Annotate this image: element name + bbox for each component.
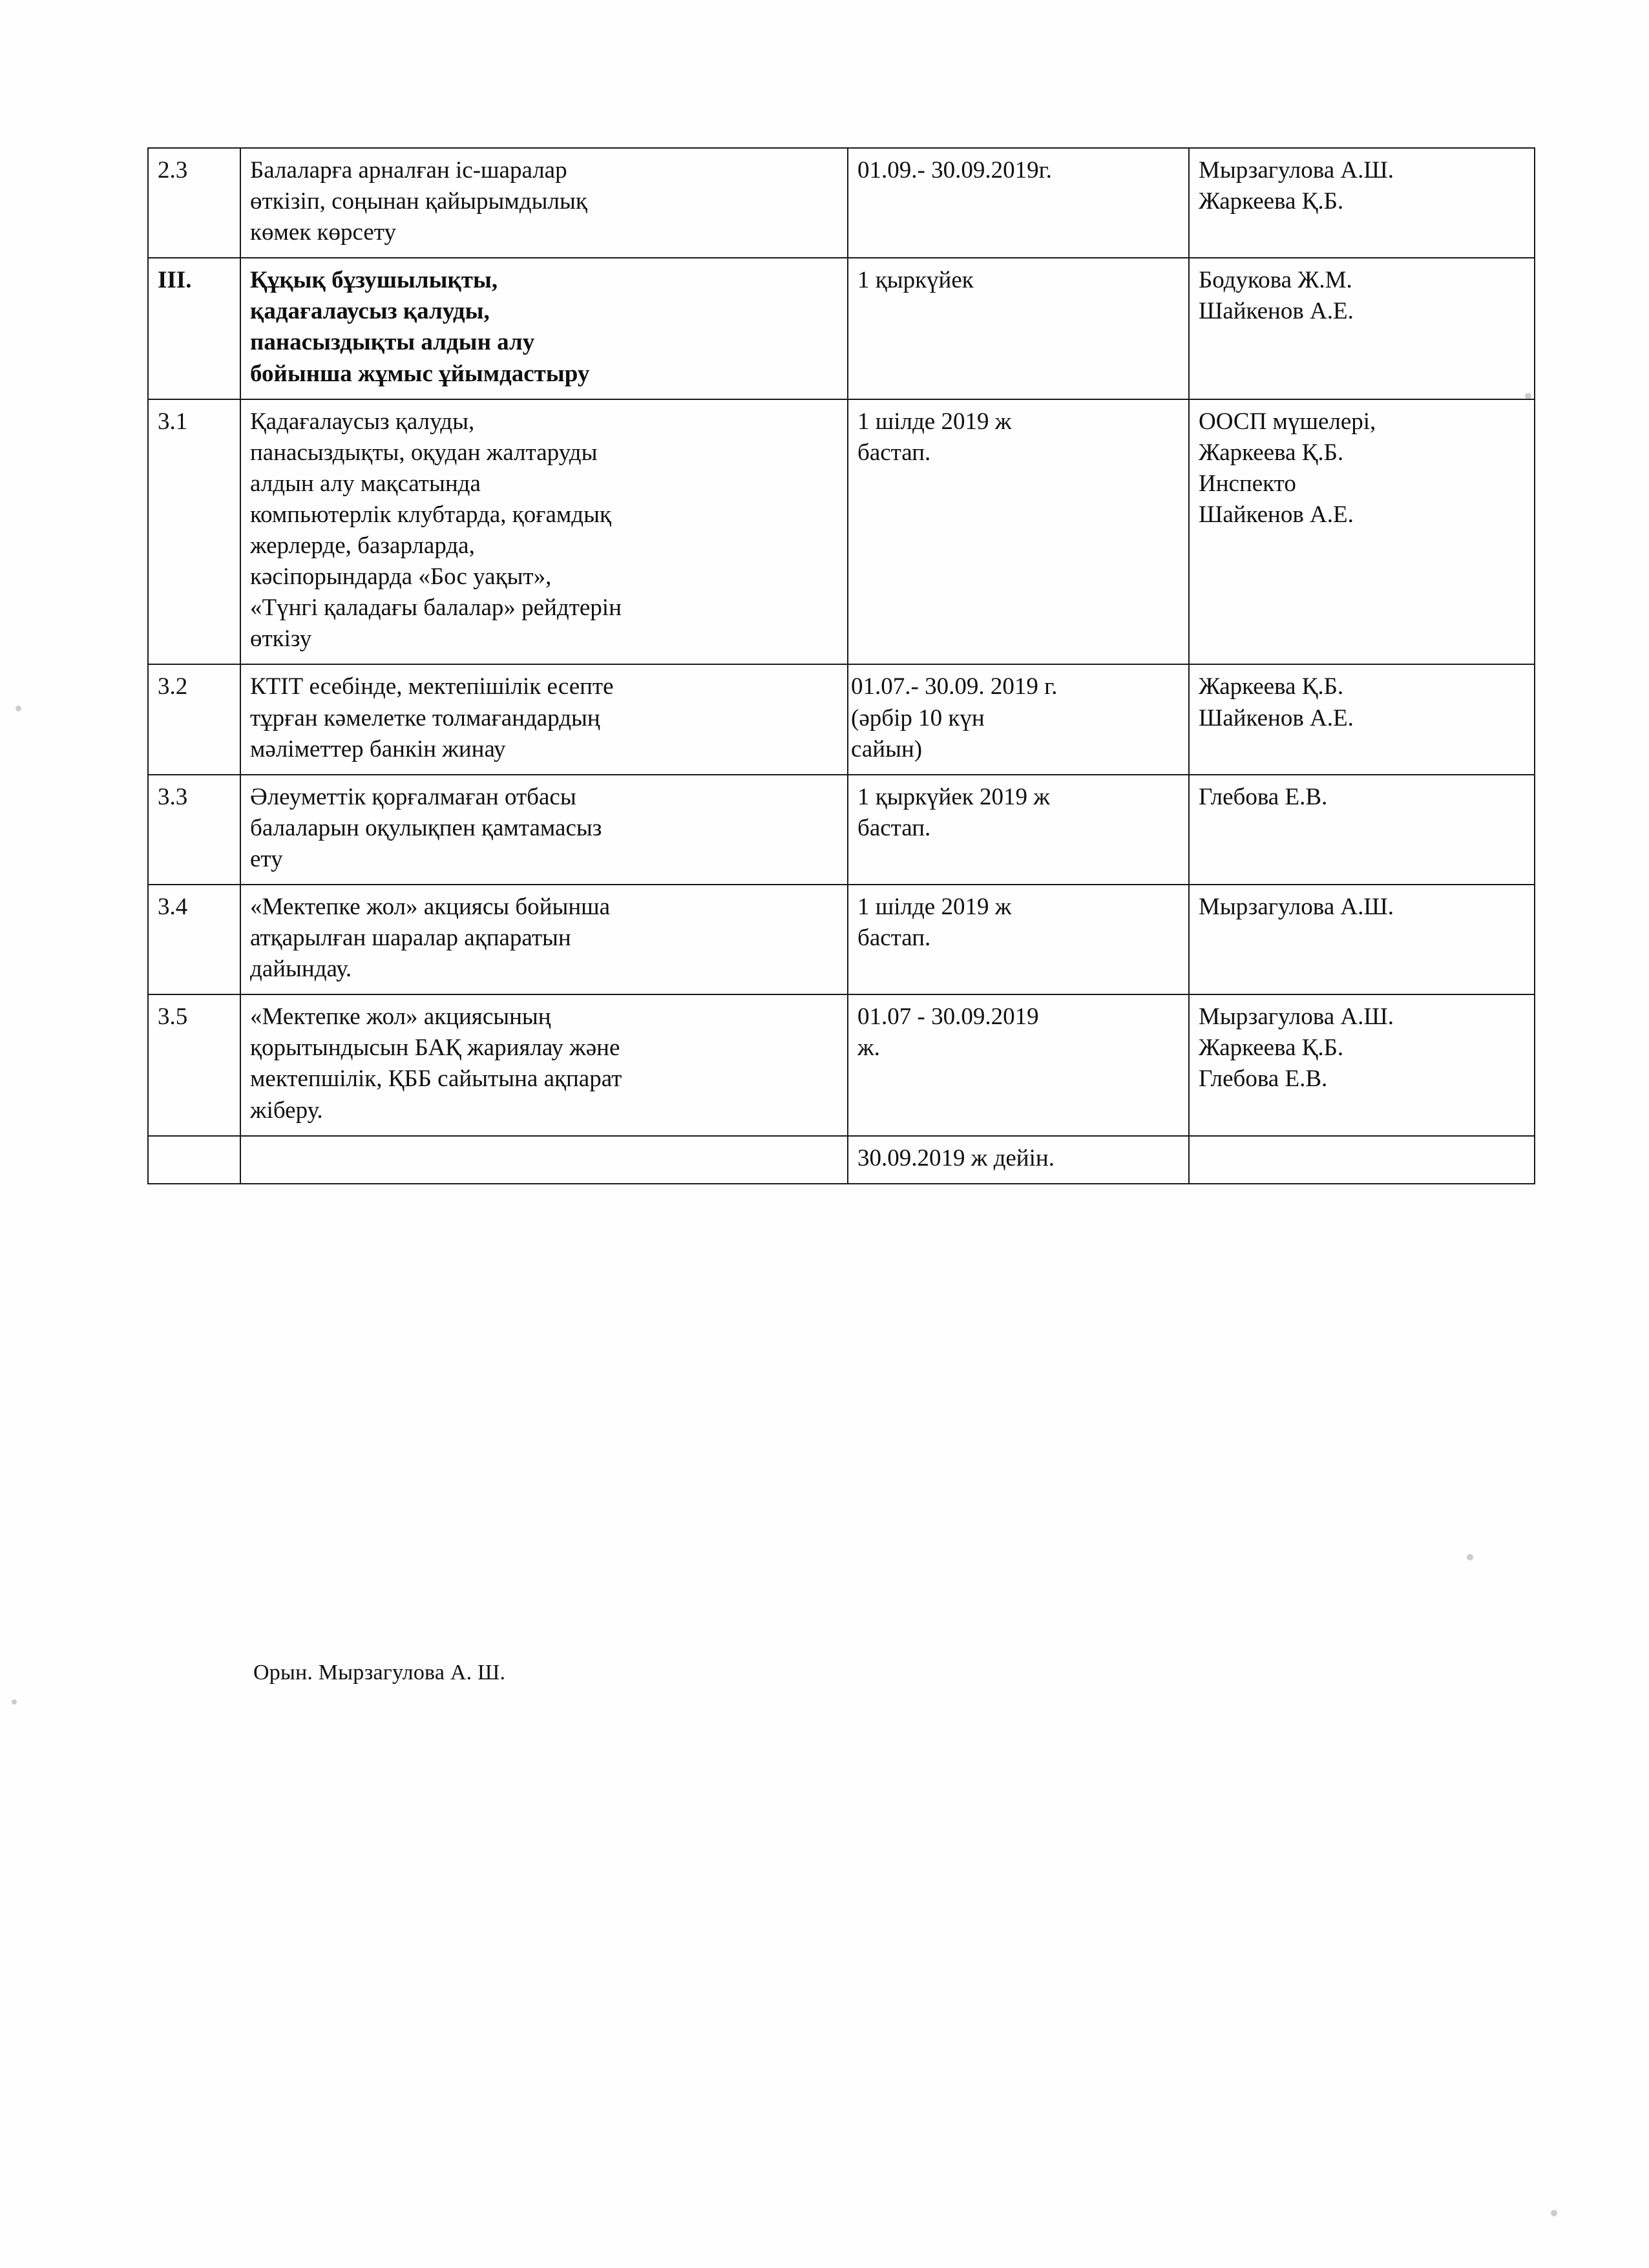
activity-line: алдын алу мақсатында xyxy=(250,470,481,497)
date-line: (әрбір 10 күн xyxy=(851,704,985,731)
row-number: 3.1 xyxy=(148,399,240,665)
responsible-line: Бодукова Ж.М. xyxy=(1199,267,1352,294)
footer-note: Орын. Мырзагулова А. Ш. xyxy=(253,1661,506,1685)
responsible-line: Жаркеева Қ.Б. xyxy=(1199,188,1344,215)
row-number: 3.5 xyxy=(148,994,240,1135)
row-date xyxy=(848,1136,1189,1184)
table-row-section-heading xyxy=(148,258,1535,399)
responsible-line: Жаркеева Қ.Б. xyxy=(1199,1034,1344,1062)
activity-line: қорытындысын БАҚ жариялау және xyxy=(250,1034,620,1062)
row-activity xyxy=(240,885,848,994)
responsible-line: Жаркеева Қ.Б. xyxy=(1199,673,1344,700)
row-responsible xyxy=(1189,258,1535,399)
row-activity xyxy=(240,1136,848,1184)
scan-speck xyxy=(12,1699,17,1705)
responsible-line: Инспекто xyxy=(1199,470,1296,497)
date-line: 1 шілде 2019 ж xyxy=(857,893,1012,920)
responsible-line: Мырзагулова А.Ш. xyxy=(1199,893,1394,920)
row-number: 3.2 xyxy=(148,664,240,774)
responsible-line: Мырзагулова А.Ш. xyxy=(1199,1003,1394,1031)
activity-line: бойынша жұмыс ұйымдастыру xyxy=(250,360,590,387)
row-date xyxy=(848,994,1189,1135)
table-row xyxy=(148,885,1535,994)
row-date xyxy=(848,885,1189,994)
row-activity xyxy=(240,664,848,774)
responsible-line: Мырзагулова А.Ш. xyxy=(1199,157,1394,184)
activity-line: дайындау. xyxy=(250,956,352,983)
activity-line: панасыздықты алдын алу xyxy=(250,329,535,356)
activity-line: өткізу xyxy=(250,625,312,653)
activity-line: КТІТ есебінде, мектепішілік есепте xyxy=(250,673,614,700)
table-row xyxy=(148,664,1535,774)
date-line: бастап. xyxy=(857,439,931,466)
row-date xyxy=(848,399,1189,665)
date-line: сайын) xyxy=(851,735,923,762)
activity-line: мәліметтер банкін жинау xyxy=(250,735,506,762)
date-line: 01.09.- 30.09.2019г. xyxy=(857,157,1052,184)
row-responsible xyxy=(1189,1136,1535,1184)
row-number: III. xyxy=(148,258,240,399)
table-body xyxy=(148,148,1535,1184)
date-line: 1 қыркүйек 2019 ж xyxy=(857,783,1050,810)
row-activity xyxy=(240,399,848,665)
activity-line: компьютерлік клубтарда, қоғамдық xyxy=(250,501,611,528)
activity-line: кәсіпорындарда «Бос уақыт», xyxy=(250,563,552,591)
date-line: бастап. xyxy=(857,925,931,952)
responsible-line: Глебова Е.В. xyxy=(1199,1066,1328,1093)
responsible-line: ООСП мүшелері, xyxy=(1199,408,1376,435)
row-date xyxy=(848,258,1189,399)
row-date xyxy=(848,664,1189,774)
activity-line: панасыздықты, оқудан жалтаруды xyxy=(250,439,598,466)
row-activity xyxy=(240,775,848,885)
scan-speck xyxy=(16,706,21,711)
scan-speck xyxy=(1467,1554,1473,1560)
row-number xyxy=(148,1136,240,1184)
row-responsible xyxy=(1189,885,1535,994)
activity-line: мектепшілік, ҚББ сайытына ақпарат xyxy=(250,1066,622,1093)
activity-line: көмек көрсету xyxy=(250,219,396,246)
scan-speck xyxy=(1551,2210,1557,2216)
table-row xyxy=(148,399,1535,665)
table-row xyxy=(148,775,1535,885)
date-line: 01.07.- 30.09. 2019 г. xyxy=(851,673,1058,700)
responsible-line: Шайкенов А.Е. xyxy=(1199,501,1354,528)
date-line: 30.09.2019 ж дейін. xyxy=(857,1144,1055,1171)
activity-line: өткізіп, соңынан қайырымдылық xyxy=(250,188,587,215)
activity-line: Қадағалаусыз қалуды, xyxy=(250,408,475,435)
responsible-line: Шайкенов А.Е. xyxy=(1199,298,1354,325)
activity-line: «Мектепке жол» акциясының xyxy=(250,1003,551,1031)
row-activity xyxy=(240,258,848,399)
row-activity xyxy=(240,994,848,1135)
table-row-trailing xyxy=(148,1136,1535,1184)
responsible-line: Жаркеева Қ.Б. xyxy=(1199,439,1344,466)
responsible-line: Глебова Е.В. xyxy=(1199,783,1328,810)
activity-line: тұрған кәмелетке толмағандардың xyxy=(250,704,600,731)
row-responsible xyxy=(1189,994,1535,1135)
date-line: 1 шілде 2019 ж xyxy=(857,408,1012,435)
date-line: 01.07 - 30.09.2019 xyxy=(857,1003,1039,1031)
activity-line: қадағалаусыз қалуды, xyxy=(250,298,490,325)
row-date xyxy=(848,148,1189,258)
date-line: ж. xyxy=(857,1034,880,1062)
row-date xyxy=(848,775,1189,885)
activity-line: Құқық бұзушылықты, xyxy=(250,267,498,294)
row-responsible xyxy=(1189,775,1535,885)
row-responsible xyxy=(1189,399,1535,665)
date-line: 1 қыркүйек xyxy=(857,267,974,294)
row-activity xyxy=(240,148,848,258)
row-number: 3.4 xyxy=(148,885,240,994)
date-line: бастап. xyxy=(857,814,931,841)
row-number: 3.3 xyxy=(148,775,240,885)
table-row xyxy=(148,148,1535,258)
activity-line: балаларын оқулықпен қамтамасыз xyxy=(250,814,602,841)
row-number: 2.3 xyxy=(148,148,240,258)
activity-line: Әлеуметтік қорғалмаған отбасы xyxy=(250,783,576,810)
activity-line: «Түнгі қаладағы балалар» рейдтерін xyxy=(250,594,622,622)
activity-line: ету xyxy=(250,845,283,872)
plan-table xyxy=(147,147,1535,1184)
table-row xyxy=(148,994,1535,1135)
activity-line: жіберу. xyxy=(250,1097,323,1124)
responsible-line: Шайкенов А.Е. xyxy=(1199,704,1354,731)
activity-line: Балаларға арналған іс-шаралар xyxy=(250,157,567,184)
activity-line: «Мектепке жол» акциясы бойынша xyxy=(250,893,611,920)
row-responsible xyxy=(1189,148,1535,258)
row-responsible xyxy=(1189,664,1535,774)
activity-line: жерлерде, базарларда, xyxy=(250,532,475,560)
activity-line: атқарылған шаралар ақпаратын xyxy=(250,925,571,952)
